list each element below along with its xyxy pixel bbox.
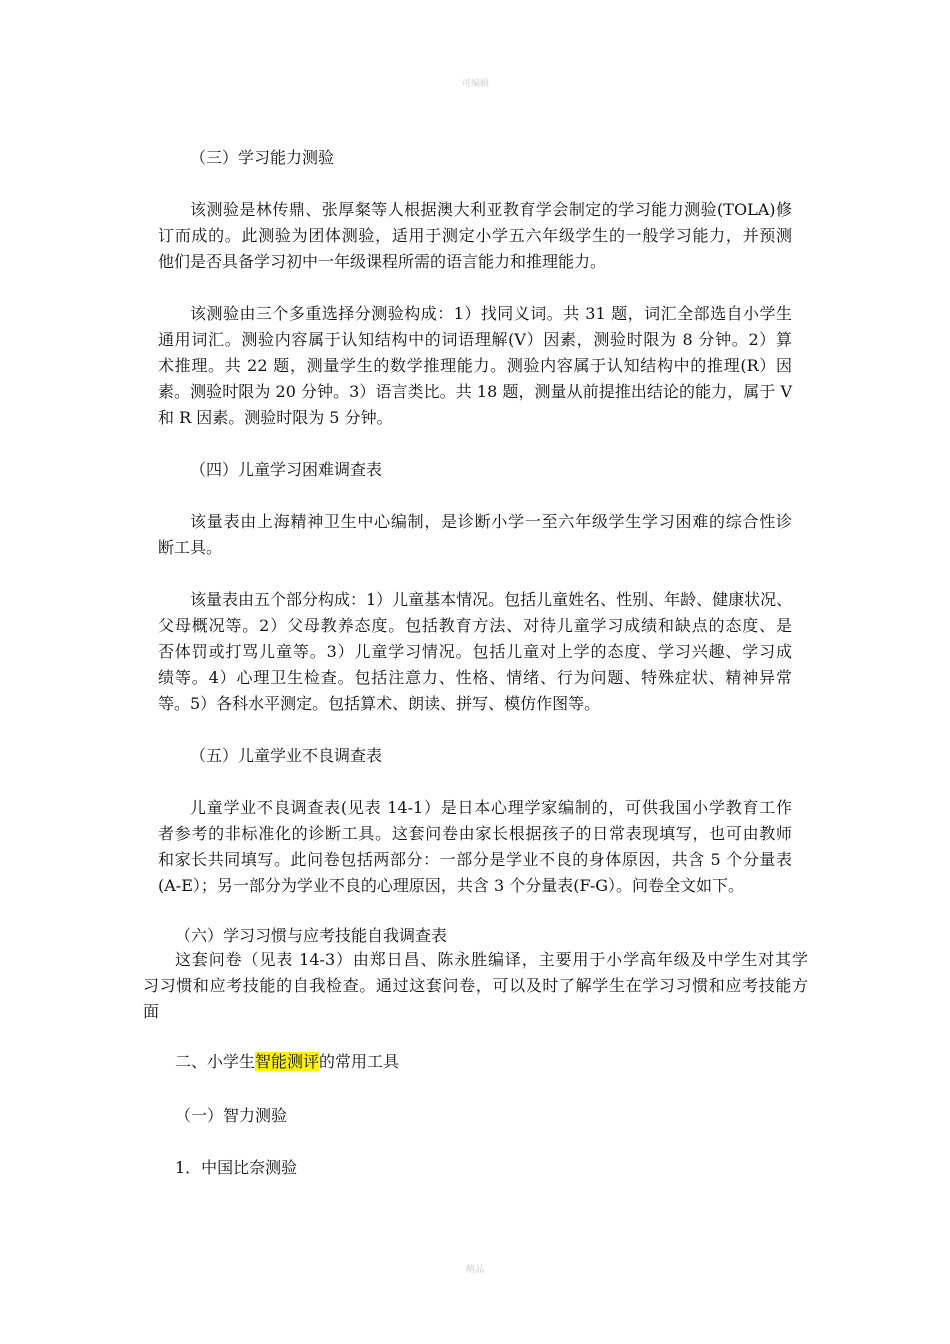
section6-heading: （六）学习习惯与应考技能自我调查表 xyxy=(175,926,448,945)
section6-para1-line2: 习习惯和应考技能的自我检查。通过这套问卷，可以及时了解学生在学习习惯和应考技能方 xyxy=(143,976,808,995)
section3-para2-line3: 术推理。共 22 题，测量学生的数学推理能力。测验内容属于认知结构中的推理(R）因 xyxy=(158,356,792,375)
part2-subheading: （一）智力测验 xyxy=(175,1106,288,1125)
section5-para1-line4: (A-E）；另一部分为学业不良的心理原因，共含 3 个分量表(F-G）。问卷全文如下。 xyxy=(158,876,745,895)
section5-para1-line3: 和家长共同填写。此问卷包括两部分：一部分是学业不良的身体原因，共含 5 个分量表 xyxy=(158,850,792,869)
section3-para2-line5: 和 R 因素。测验时限为 5 分钟。 xyxy=(158,408,393,427)
top-watermark: 可编辑 xyxy=(462,79,490,89)
section4-heading: （四）儿童学习困难调查表 xyxy=(190,460,383,479)
section4-para2-line5: 等。5）各科水平测定。包括算术、朗读、拼写、模仿作图等。 xyxy=(158,694,601,713)
part2-item1: 1．中国比奈测验 xyxy=(175,1158,298,1177)
bottom-watermark: 精品 xyxy=(466,1265,485,1275)
part2-heading-highlight: 智能测评 xyxy=(255,1052,320,1071)
section5-para1-line1: 儿童学业不良调查表(见表 14-1）是日本心理学家编制的，可供我国小学教育工作 xyxy=(190,798,792,817)
section5-para1-line2: 者参考的非标准化的诊断工具。这套问卷由家长根据孩子的日常表现填写，也可由教师 xyxy=(158,824,792,843)
section3-para1-line3: 他们是否具备学习初中一年级课程所需的语言能力和推理能力。 xyxy=(158,252,607,271)
section4-para2-line2: 父母概况等。2）父母教养态度。包括教育方法、对待儿童学习成绩和缺点的态度、是 xyxy=(158,616,792,635)
part2-heading-prefix: 二、小学生 xyxy=(175,1052,256,1071)
section4-para1-line1: 该量表由上海精神卫生中心编制，是诊断小学一至六年级学生学习困难的综合性诊 xyxy=(190,512,792,531)
section5-heading: （五）儿童学业不良调查表 xyxy=(190,746,383,765)
part2-heading xyxy=(175,1052,399,1072)
section6-para1-line3: 面 xyxy=(143,1002,160,1021)
section3-para2-line2: 通用词汇。测验内容属于认知结构中的词语理解(V）因素，测验时限为 8 分钟。2）算 xyxy=(158,330,792,349)
section3-para1-line2: 订而成的。此测验为团体测验，适用于测定小学五六年级学生的一般学习能力，并预测 xyxy=(158,226,792,245)
section3-heading: （三）学习能力测验 xyxy=(190,148,335,167)
section6-para1-line1: 这套问卷（见表 14-3）由郑日昌、陈永胜编译，主要用于小学高年级及中学生对其学 xyxy=(175,950,808,969)
section4-para1-line2: 断工具。 xyxy=(158,538,223,557)
section3-para1-line1: 该测验是林传鼎、张厚粲等人根据澳大利亚教育学会制定的学习能力测验(TOLA)修 xyxy=(190,200,792,219)
section4-para2-line4: 绩等。4）心理卫生检查。包括注意力、性格、情绪、行为问题、特殊症状、精神异常 xyxy=(158,668,792,687)
part2-heading-suffix: 的常用工具 xyxy=(319,1052,400,1071)
section3-para2-line1: 该测验由三个多重选择分测验构成：1）找同义词。共 31 题，词汇全部选自小学生 xyxy=(190,304,792,323)
section4-para2-line1: 该量表由五个部分构成：1）儿童基本情况。包括儿童姓名、性别、年龄、健康状况、 xyxy=(190,590,793,609)
section3-para2-line4: 素。测验时限为 20 分钟。3）语言类比。共 18 题，测量从前提推出结论的能力，属于 V xyxy=(158,382,792,401)
section4-para2-line3: 否体罚或打骂儿童等。3）儿童学习情况。包括儿童对上学的态度、学习兴趣、学习成 xyxy=(158,642,792,661)
